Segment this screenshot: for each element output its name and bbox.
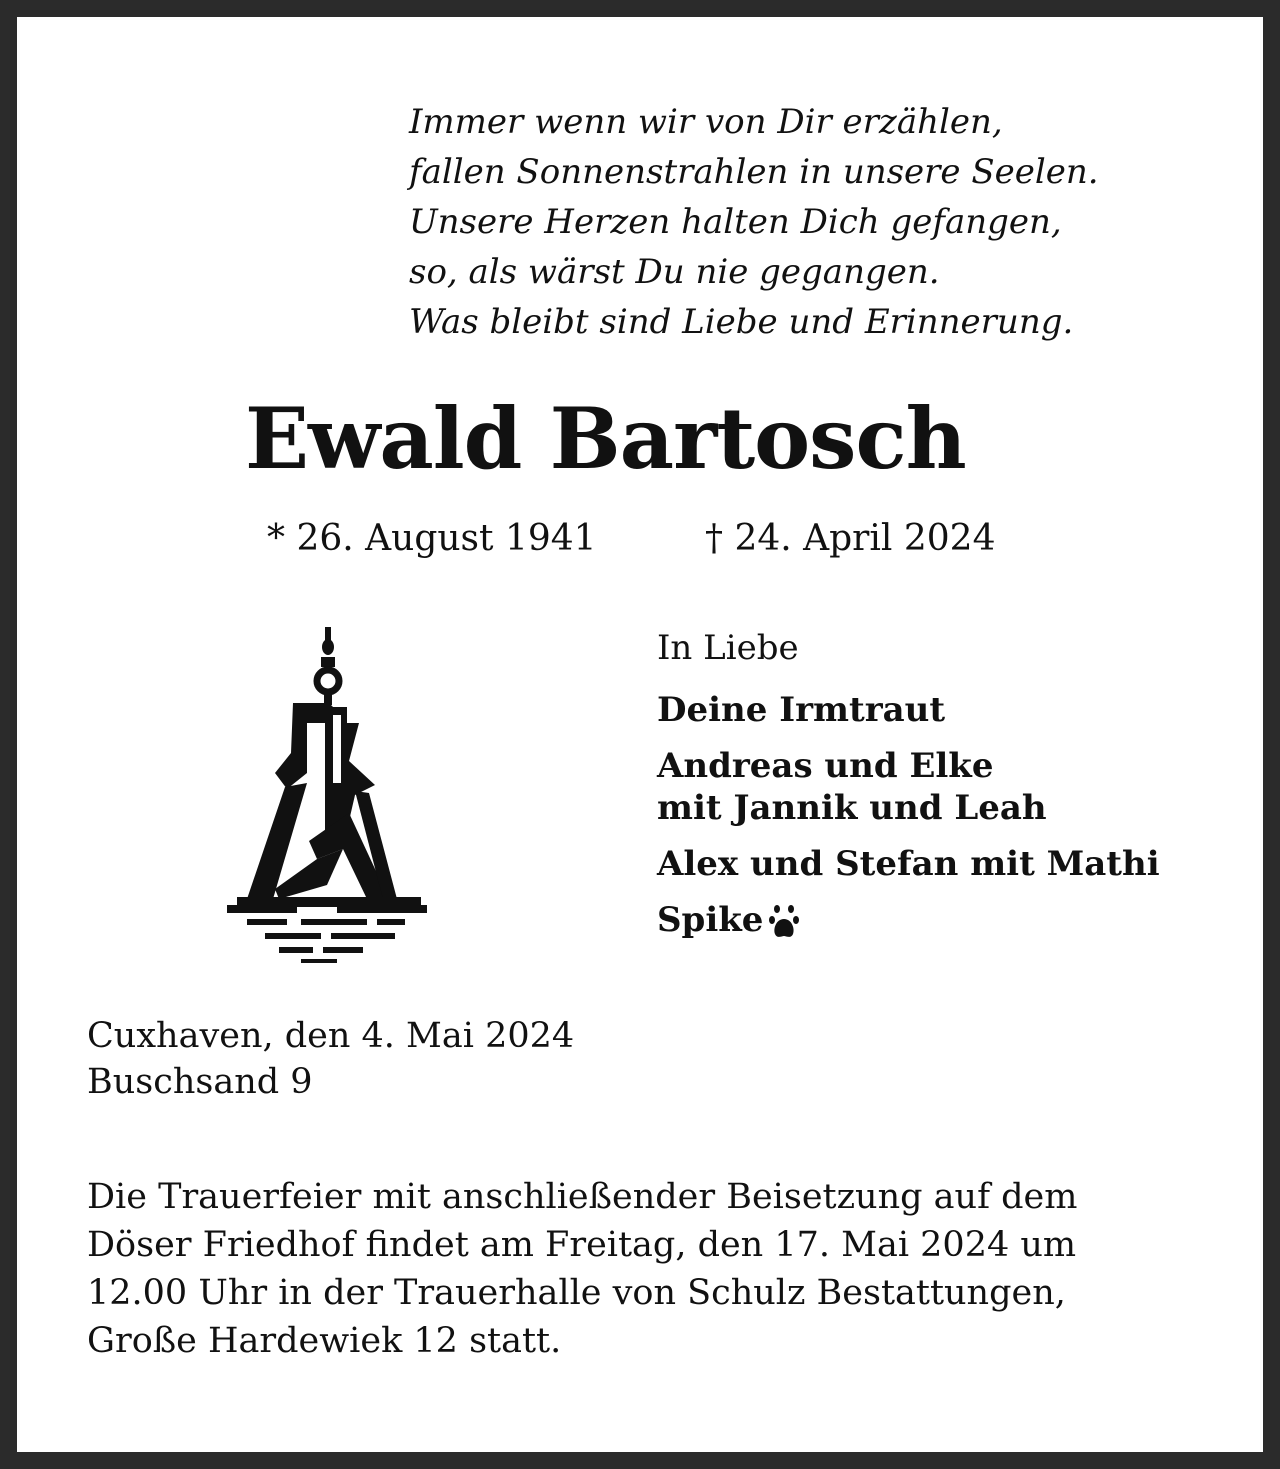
kugelbake-beacon-icon xyxy=(217,623,427,963)
deceased-name: Ewald Bartosch xyxy=(245,389,966,488)
family-member-line: Spike xyxy=(657,900,764,940)
paw-print-icon xyxy=(769,903,799,941)
obituary-notice xyxy=(17,17,1263,1452)
family-member xyxy=(657,899,1160,941)
family-member xyxy=(657,689,1160,731)
poem-line: Was bleibt sind Liebe und Erinnerung. xyxy=(409,302,1074,342)
poem-line: Immer wenn wir von Dir erzählen, xyxy=(409,102,1003,142)
family-member-line: mit Jannik und Leah xyxy=(657,788,1047,828)
life-dates xyxy=(267,517,996,561)
funeral-line: Die Trauerfeier mit anschließender Beisetzung auf dem xyxy=(87,1177,1078,1217)
funeral-info xyxy=(87,1173,1207,1365)
family-signatures xyxy=(657,625,1160,955)
death-date: † 24. April 2024 xyxy=(705,518,996,559)
birth-date: * 26. August 1941 xyxy=(267,518,597,559)
family-member-line: Alex und Stefan mit Mathi xyxy=(657,844,1160,884)
funeral-line: Große Hardewiek 12 statt. xyxy=(87,1321,562,1361)
city-date: Cuxhaven, den 4. Mai 2024 xyxy=(87,1016,575,1056)
family-member-line: Andreas und Elke xyxy=(657,746,994,786)
family-member xyxy=(657,745,1160,829)
family-member-line: Deine Irmtraut xyxy=(657,690,946,730)
place-and-address xyxy=(87,1013,574,1105)
poem-line: so, als wärst Du nie gegangen. xyxy=(409,252,940,292)
poem-line: Unsere Herzen halten Dich gefangen, xyxy=(409,202,1062,242)
memorial-poem xyxy=(409,97,1099,347)
in-love-intro: In Liebe xyxy=(657,628,799,668)
family-member xyxy=(657,843,1160,885)
funeral-line: 12.00 Uhr in der Trauerhalle von Schulz Bestattungen, xyxy=(87,1273,1066,1313)
funeral-line: Döser Friedhof findet am Freitag, den 17. Mai 2024 um xyxy=(87,1225,1077,1265)
address: Buschsand 9 xyxy=(87,1062,313,1102)
poem-line: fallen Sonnenstrahlen in unsere Seelen. xyxy=(409,152,1099,192)
